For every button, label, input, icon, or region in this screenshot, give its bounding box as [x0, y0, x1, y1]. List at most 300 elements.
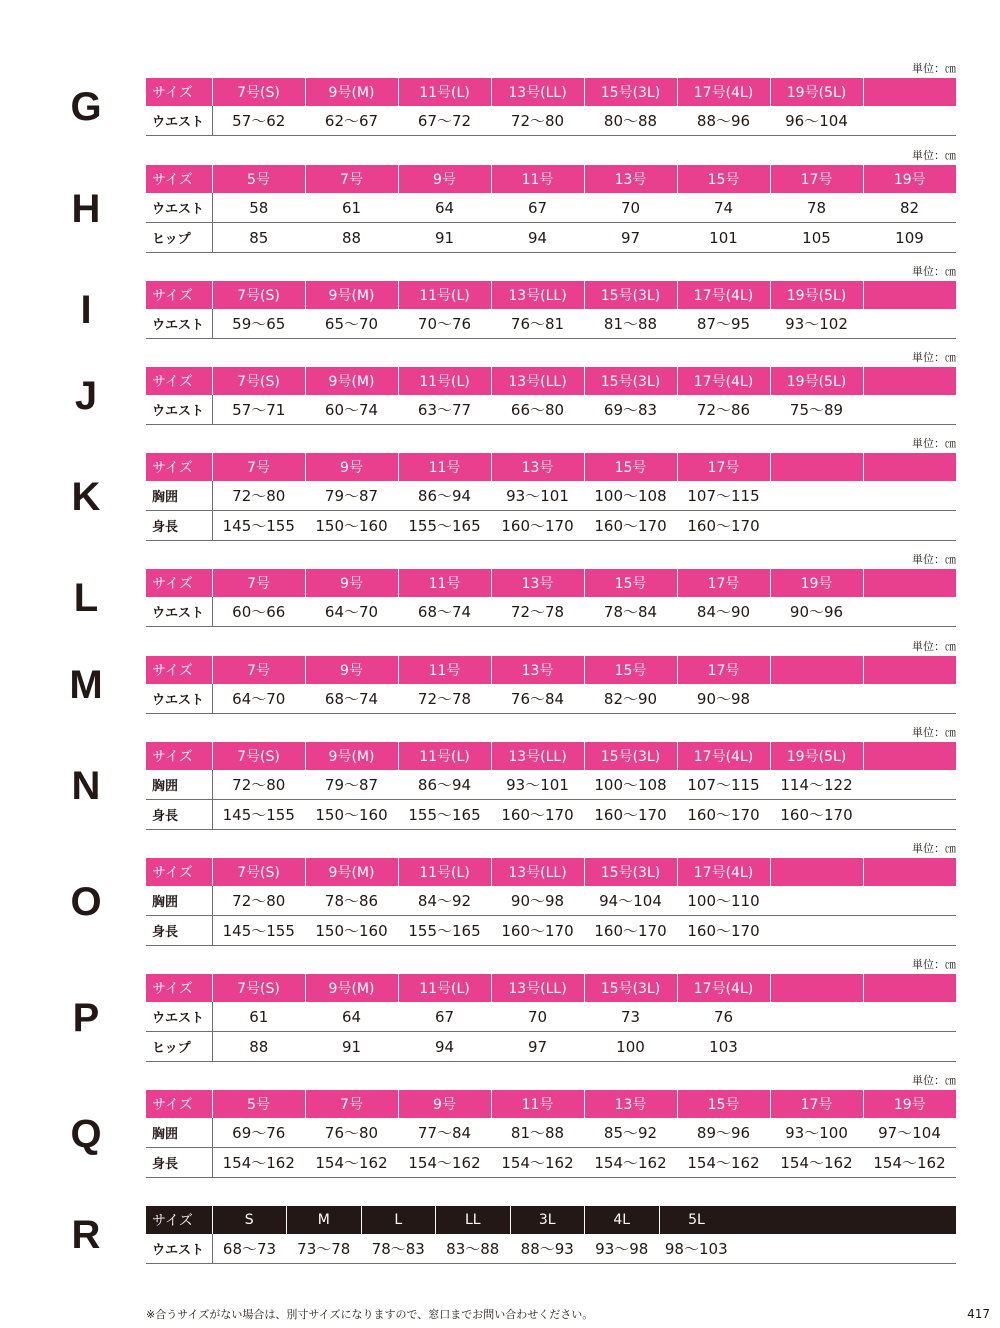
measure-value: 154〜162	[305, 1148, 398, 1178]
measure-value: 69〜76	[212, 1118, 305, 1148]
measure-value: 160〜170	[584, 916, 677, 946]
table-row	[146, 1118, 956, 1148]
section-letter: J	[74, 374, 98, 418]
measure-value: 88	[305, 223, 398, 253]
size-header-cell: 17号	[770, 1090, 863, 1118]
size-header-cell	[863, 569, 956, 597]
size-header-cell: 5号	[212, 1090, 305, 1118]
measure-label: 身長	[146, 916, 212, 946]
size-header-cell: 15号	[584, 656, 677, 684]
size-header-cell: 11号	[398, 453, 491, 481]
measure-value: 94	[398, 1032, 491, 1062]
table-row	[146, 309, 956, 339]
measure-value: 72〜86	[677, 395, 770, 425]
header-row	[146, 569, 956, 597]
measure-value: 145〜155	[212, 916, 305, 946]
size-header-cell: 9号(M)	[305, 78, 398, 106]
size-header-cell: 19号	[863, 1090, 956, 1118]
measure-value: 145〜155	[212, 511, 305, 541]
size-header-cell: 7号(S)	[212, 78, 305, 106]
size-header-cell	[863, 656, 956, 684]
size-table	[146, 569, 956, 627]
size-header-cell: 15号(3L)	[584, 858, 677, 886]
size-header-cell: 13号	[491, 656, 584, 684]
measure-value: 68〜74	[398, 597, 491, 627]
size-header-cell	[770, 858, 863, 886]
size-header-cell: 9号(M)	[305, 742, 398, 770]
measure-value: 72〜78	[491, 597, 584, 627]
size-header-cell: 9号	[398, 165, 491, 193]
measure-value	[863, 886, 956, 916]
size-header-cell: 17号	[770, 165, 863, 193]
size-header-cell: 4L	[585, 1206, 660, 1234]
header-row	[146, 78, 956, 106]
size-table	[146, 1206, 956, 1264]
measure-value	[770, 1032, 863, 1062]
measure-value: 72〜80	[212, 770, 305, 800]
measure-value: 57〜71	[212, 395, 305, 425]
measure-value: 86〜94	[398, 481, 491, 511]
size-header-cell: 7号(S)	[212, 367, 305, 395]
size-header-cell: 9号(M)	[305, 367, 398, 395]
size-table	[146, 453, 956, 541]
measure-value: 93〜101	[491, 481, 584, 511]
measure-value: 87〜95	[677, 309, 770, 339]
size-header-cell	[770, 453, 863, 481]
measure-value: 75〜89	[770, 395, 863, 425]
measure-value	[863, 684, 956, 714]
table-row	[146, 395, 956, 425]
table-row	[146, 481, 956, 511]
size-header-cell: 17号(4L)	[677, 78, 770, 106]
size-header-cell: 7号	[212, 453, 305, 481]
size-header-cell: 17号(4L)	[677, 742, 770, 770]
measure-value: 60〜66	[212, 597, 305, 627]
size-header-label: サイズ	[146, 656, 212, 684]
measure-value: 70〜76	[398, 309, 491, 339]
measure-value: 64〜70	[305, 597, 398, 627]
measure-value: 67	[491, 193, 584, 223]
measure-value: 155〜165	[398, 916, 491, 946]
size-header-cell	[770, 974, 863, 1002]
size-header-cell: 13号	[584, 1090, 677, 1118]
section-letter: N	[71, 764, 101, 808]
measure-value	[770, 481, 863, 511]
size-header-label: サイズ	[146, 165, 212, 193]
measure-value: 150〜160	[305, 916, 398, 946]
measure-value: 160〜170	[491, 800, 584, 830]
header-row	[146, 742, 956, 770]
measure-label: ウエスト	[146, 106, 212, 136]
size-header-cell: 19号	[863, 165, 956, 193]
measure-value: 154〜162	[398, 1148, 491, 1178]
measure-value: 96〜104	[770, 106, 863, 136]
header-row	[146, 1090, 956, 1118]
size-table	[146, 367, 956, 425]
table-row	[146, 193, 956, 223]
measure-value: 160〜170	[584, 800, 677, 830]
measure-value	[770, 886, 863, 916]
header-row	[146, 656, 956, 684]
measure-value: 105	[770, 223, 863, 253]
size-header-cell	[863, 742, 956, 770]
measure-value: 57〜62	[212, 106, 305, 136]
size-header-cell: 11号(L)	[398, 858, 491, 886]
measure-label: ヒップ	[146, 1032, 212, 1062]
measure-label: ウエスト	[146, 309, 212, 339]
measure-value: 100〜110	[677, 886, 770, 916]
page-number: 417	[967, 1307, 990, 1321]
section-letter: G	[70, 85, 102, 129]
size-header-cell: 13号	[491, 569, 584, 597]
measure-value: 160〜170	[491, 916, 584, 946]
table-row	[146, 886, 956, 916]
size-header-label: サイズ	[146, 858, 212, 886]
measure-value	[863, 916, 956, 946]
size-header-cell: 9号(M)	[305, 281, 398, 309]
measure-value: 73	[584, 1002, 677, 1032]
measure-value: 59〜65	[212, 309, 305, 339]
measure-value: 58	[212, 193, 305, 223]
measure-value: 72〜78	[398, 684, 491, 714]
unit-label: 単位：㎝	[912, 149, 956, 162]
measure-value: 66〜80	[491, 395, 584, 425]
size-header-cell: S	[212, 1206, 287, 1234]
size-header-cell: 11号	[491, 1090, 584, 1118]
section-letter: Q	[70, 1112, 102, 1156]
table-row	[146, 1148, 956, 1178]
size-header-cell: 7号	[305, 1090, 398, 1118]
header-row	[146, 974, 956, 1002]
measure-value: 107〜115	[677, 481, 770, 511]
measure-value: 63〜77	[398, 395, 491, 425]
measure-value	[770, 916, 863, 946]
measure-value: 85〜92	[584, 1118, 677, 1148]
measure-value: 97	[584, 223, 677, 253]
size-header-cell: 9号	[305, 656, 398, 684]
header-row	[146, 165, 956, 193]
unit-label: 単位：㎝	[912, 351, 956, 364]
size-header-cell	[863, 974, 956, 1002]
measure-label: 身長	[146, 800, 212, 830]
size-table	[146, 281, 956, 339]
size-header-cell: 17号(4L)	[677, 974, 770, 1002]
section-letter: H	[71, 187, 101, 231]
size-header-cell: 7号	[212, 656, 305, 684]
size-header-cell: M	[287, 1206, 362, 1234]
size-header-cell: 9号	[398, 1090, 491, 1118]
size-header-cell: 19号(5L)	[770, 367, 863, 395]
measure-value: 154〜162	[491, 1148, 584, 1178]
size-header-cell: 11号(L)	[398, 974, 491, 1002]
measure-label: ウエスト	[146, 1002, 212, 1032]
size-header-cell: 15号	[677, 1090, 770, 1118]
measure-value: 93〜100	[770, 1118, 863, 1148]
measure-value	[863, 309, 956, 339]
measure-value: 69〜83	[584, 395, 677, 425]
measure-value: 78〜86	[305, 886, 398, 916]
section-letter: I	[80, 288, 92, 332]
table-row	[146, 1234, 956, 1264]
measure-value: 103	[677, 1032, 770, 1062]
measure-value	[863, 395, 956, 425]
section-letter: M	[69, 663, 103, 707]
size-header-cell: 17号	[677, 453, 770, 481]
size-header-cell: 13号(LL)	[491, 858, 584, 886]
size-header-label: サイズ	[146, 569, 212, 597]
measure-value: 61	[305, 193, 398, 223]
measure-value	[770, 511, 863, 541]
table-row	[146, 800, 956, 830]
size-header-cell: 11号	[398, 569, 491, 597]
unit-label: 単位：㎝	[912, 265, 956, 278]
measure-value: 94〜104	[584, 886, 677, 916]
measure-value	[770, 684, 863, 714]
measure-value: 77〜84	[398, 1118, 491, 1148]
size-header-cell: 3L	[510, 1206, 585, 1234]
measure-label: ウエスト	[146, 597, 212, 627]
table-row	[146, 1002, 956, 1032]
measure-value: 60〜74	[305, 395, 398, 425]
size-header-cell: LL	[436, 1206, 511, 1234]
measure-value: 64	[398, 193, 491, 223]
size-header-cell: 13号(LL)	[491, 742, 584, 770]
measure-value	[770, 1002, 863, 1032]
measure-value: 155〜165	[398, 511, 491, 541]
size-header-cell: 15号(3L)	[584, 78, 677, 106]
size-header-cell: 19号	[770, 569, 863, 597]
measure-label: ウエスト	[146, 684, 212, 714]
measure-value: 160〜170	[491, 511, 584, 541]
size-header-label: サイズ	[146, 1090, 212, 1118]
unit-label: 単位：㎝	[912, 553, 956, 566]
measure-value	[863, 1002, 956, 1032]
row-filler	[734, 1234, 957, 1264]
size-header-cell: 17号(4L)	[677, 858, 770, 886]
measure-value: 84〜92	[398, 886, 491, 916]
unit-label: 単位：㎝	[912, 437, 956, 450]
measure-label: ウエスト	[146, 1234, 212, 1264]
measure-value: 145〜155	[212, 800, 305, 830]
size-header-cell: 17号(4L)	[677, 367, 770, 395]
measure-value: 98〜103	[659, 1234, 734, 1264]
size-header-cell: L	[361, 1206, 436, 1234]
measure-value: 64	[305, 1002, 398, 1032]
measure-value: 76〜81	[491, 309, 584, 339]
measure-label: 身長	[146, 511, 212, 541]
size-header-cell: 7号(S)	[212, 858, 305, 886]
measure-value: 78〜84	[584, 597, 677, 627]
size-header-cell: 17号(4L)	[677, 281, 770, 309]
measure-value: 91	[305, 1032, 398, 1062]
measure-value: 78	[770, 193, 863, 223]
header-row	[146, 367, 956, 395]
size-header-label: サイズ	[146, 453, 212, 481]
section-letter: R	[71, 1213, 101, 1257]
size-header-cell: 11号(L)	[398, 367, 491, 395]
size-header-cell: 13号(LL)	[491, 367, 584, 395]
measure-value: 64〜70	[212, 684, 305, 714]
size-header-cell	[863, 367, 956, 395]
size-header-cell	[863, 78, 956, 106]
measure-label: 胸囲	[146, 481, 212, 511]
size-header-cell: 15号(3L)	[584, 974, 677, 1002]
measure-value: 79〜87	[305, 481, 398, 511]
table-row	[146, 223, 956, 253]
measure-value: 100〜108	[584, 770, 677, 800]
size-header-cell: 5号	[212, 165, 305, 193]
measure-value: 74	[677, 193, 770, 223]
unit-label: 単位：㎝	[912, 640, 956, 653]
size-header-cell: 19号(5L)	[770, 78, 863, 106]
unit-label: 単位：㎝	[912, 726, 956, 739]
table-row	[146, 106, 956, 136]
size-table	[146, 974, 956, 1062]
measure-label: 胸囲	[146, 1118, 212, 1148]
measure-value: 82	[863, 193, 956, 223]
measure-value: 154〜162	[863, 1148, 956, 1178]
measure-value: 86〜94	[398, 770, 491, 800]
measure-value	[863, 770, 956, 800]
measure-value: 93〜102	[770, 309, 863, 339]
measure-value: 154〜162	[677, 1148, 770, 1178]
measure-value: 90〜98	[491, 886, 584, 916]
size-header-cell: 19号(5L)	[770, 742, 863, 770]
measure-value: 97	[491, 1032, 584, 1062]
measure-value: 76〜84	[491, 684, 584, 714]
size-header-cell: 15号(3L)	[584, 742, 677, 770]
section-letter: K	[71, 475, 101, 519]
header-row	[146, 453, 956, 481]
header-row	[146, 858, 956, 886]
measure-value: 107〜115	[677, 770, 770, 800]
unit-label: 単位：㎝	[912, 958, 956, 971]
measure-label: 胸囲	[146, 770, 212, 800]
measure-label: ウエスト	[146, 395, 212, 425]
measure-value	[863, 481, 956, 511]
table-row	[146, 684, 956, 714]
measure-value: 83〜88	[436, 1234, 511, 1264]
measure-value: 150〜160	[305, 511, 398, 541]
measure-value: 88	[212, 1032, 305, 1062]
measure-value: 88〜93	[510, 1234, 585, 1264]
header-filler	[734, 1206, 957, 1234]
size-header-cell: 11号(L)	[398, 78, 491, 106]
measure-value: 160〜170	[677, 800, 770, 830]
size-header-cell: 7号(S)	[212, 742, 305, 770]
measure-value: 81〜88	[491, 1118, 584, 1148]
size-header-cell	[770, 656, 863, 684]
unit-label: 単位：㎝	[912, 1074, 956, 1087]
measure-value: 70	[491, 1002, 584, 1032]
measure-value: 94	[491, 223, 584, 253]
unit-label: 単位：㎝	[912, 62, 956, 75]
table-row	[146, 916, 956, 946]
size-header-cell: 15号(3L)	[584, 281, 677, 309]
measure-value: 67	[398, 1002, 491, 1032]
size-header-cell: 5L	[659, 1206, 734, 1234]
size-header-cell: 13号(LL)	[491, 281, 584, 309]
measure-value: 160〜170	[584, 511, 677, 541]
measure-value: 109	[863, 223, 956, 253]
measure-value: 61	[212, 1002, 305, 1032]
section-letter: O	[70, 880, 102, 924]
measure-value: 88〜96	[677, 106, 770, 136]
measure-value: 82〜90	[584, 684, 677, 714]
measure-value: 84〜90	[677, 597, 770, 627]
size-header-cell: 7号	[305, 165, 398, 193]
measure-label: ウエスト	[146, 193, 212, 223]
size-header-cell: 13号(LL)	[491, 78, 584, 106]
measure-value	[863, 106, 956, 136]
size-header-cell	[863, 281, 956, 309]
size-header-label: サイズ	[146, 367, 212, 395]
size-header-cell	[863, 858, 956, 886]
measure-value: 70	[584, 193, 677, 223]
section-letter: P	[72, 996, 100, 1040]
measure-value: 160〜170	[677, 916, 770, 946]
size-header-cell: 17号	[677, 569, 770, 597]
measure-value: 91	[398, 223, 491, 253]
measure-label: ヒップ	[146, 223, 212, 253]
size-header-cell: 9号(M)	[305, 974, 398, 1002]
measure-value: 154〜162	[584, 1148, 677, 1178]
size-header-cell: 7号(S)	[212, 974, 305, 1002]
footnote: ※合うサイズがない場合は、別寸サイズになりますので、窓口までお問い合わせください。	[146, 1308, 594, 1321]
size-header-cell: 17号	[677, 656, 770, 684]
size-header-label: サイズ	[146, 742, 212, 770]
measure-value: 62〜67	[305, 106, 398, 136]
size-table	[146, 1090, 956, 1178]
measure-value: 160〜170	[770, 800, 863, 830]
size-header-cell: 11号	[491, 165, 584, 193]
size-header-cell: 7号	[212, 569, 305, 597]
size-table	[146, 165, 956, 253]
size-header-cell: 19号(5L)	[770, 281, 863, 309]
size-header-cell: 13号	[584, 165, 677, 193]
measure-value: 85	[212, 223, 305, 253]
size-header-cell: 13号(LL)	[491, 974, 584, 1002]
table-row	[146, 1032, 956, 1062]
measure-value: 114〜122	[770, 770, 863, 800]
size-header-label: サイズ	[146, 78, 212, 106]
size-table	[146, 742, 956, 830]
measure-value: 73〜78	[287, 1234, 362, 1264]
measure-value	[863, 597, 956, 627]
measure-value	[863, 1032, 956, 1062]
measure-value: 81〜88	[584, 309, 677, 339]
measure-value: 78〜83	[361, 1234, 436, 1264]
measure-value: 100	[584, 1032, 677, 1062]
size-table	[146, 78, 956, 136]
size-header-cell: 15号	[677, 165, 770, 193]
measure-value: 90〜98	[677, 684, 770, 714]
measure-value: 68〜73	[212, 1234, 287, 1264]
measure-value	[863, 511, 956, 541]
section-letter: L	[73, 576, 99, 620]
size-header-label: サイズ	[146, 281, 212, 309]
measure-value: 101	[677, 223, 770, 253]
size-header-cell: 15号	[584, 453, 677, 481]
measure-value: 76〜80	[305, 1118, 398, 1148]
size-header-cell: 11号	[398, 656, 491, 684]
table-row	[146, 511, 956, 541]
measure-value: 68〜74	[305, 684, 398, 714]
measure-value: 155〜165	[398, 800, 491, 830]
measure-value: 80〜88	[584, 106, 677, 136]
unit-label: 単位：㎝	[912, 842, 956, 855]
size-header-cell: 15号	[584, 569, 677, 597]
